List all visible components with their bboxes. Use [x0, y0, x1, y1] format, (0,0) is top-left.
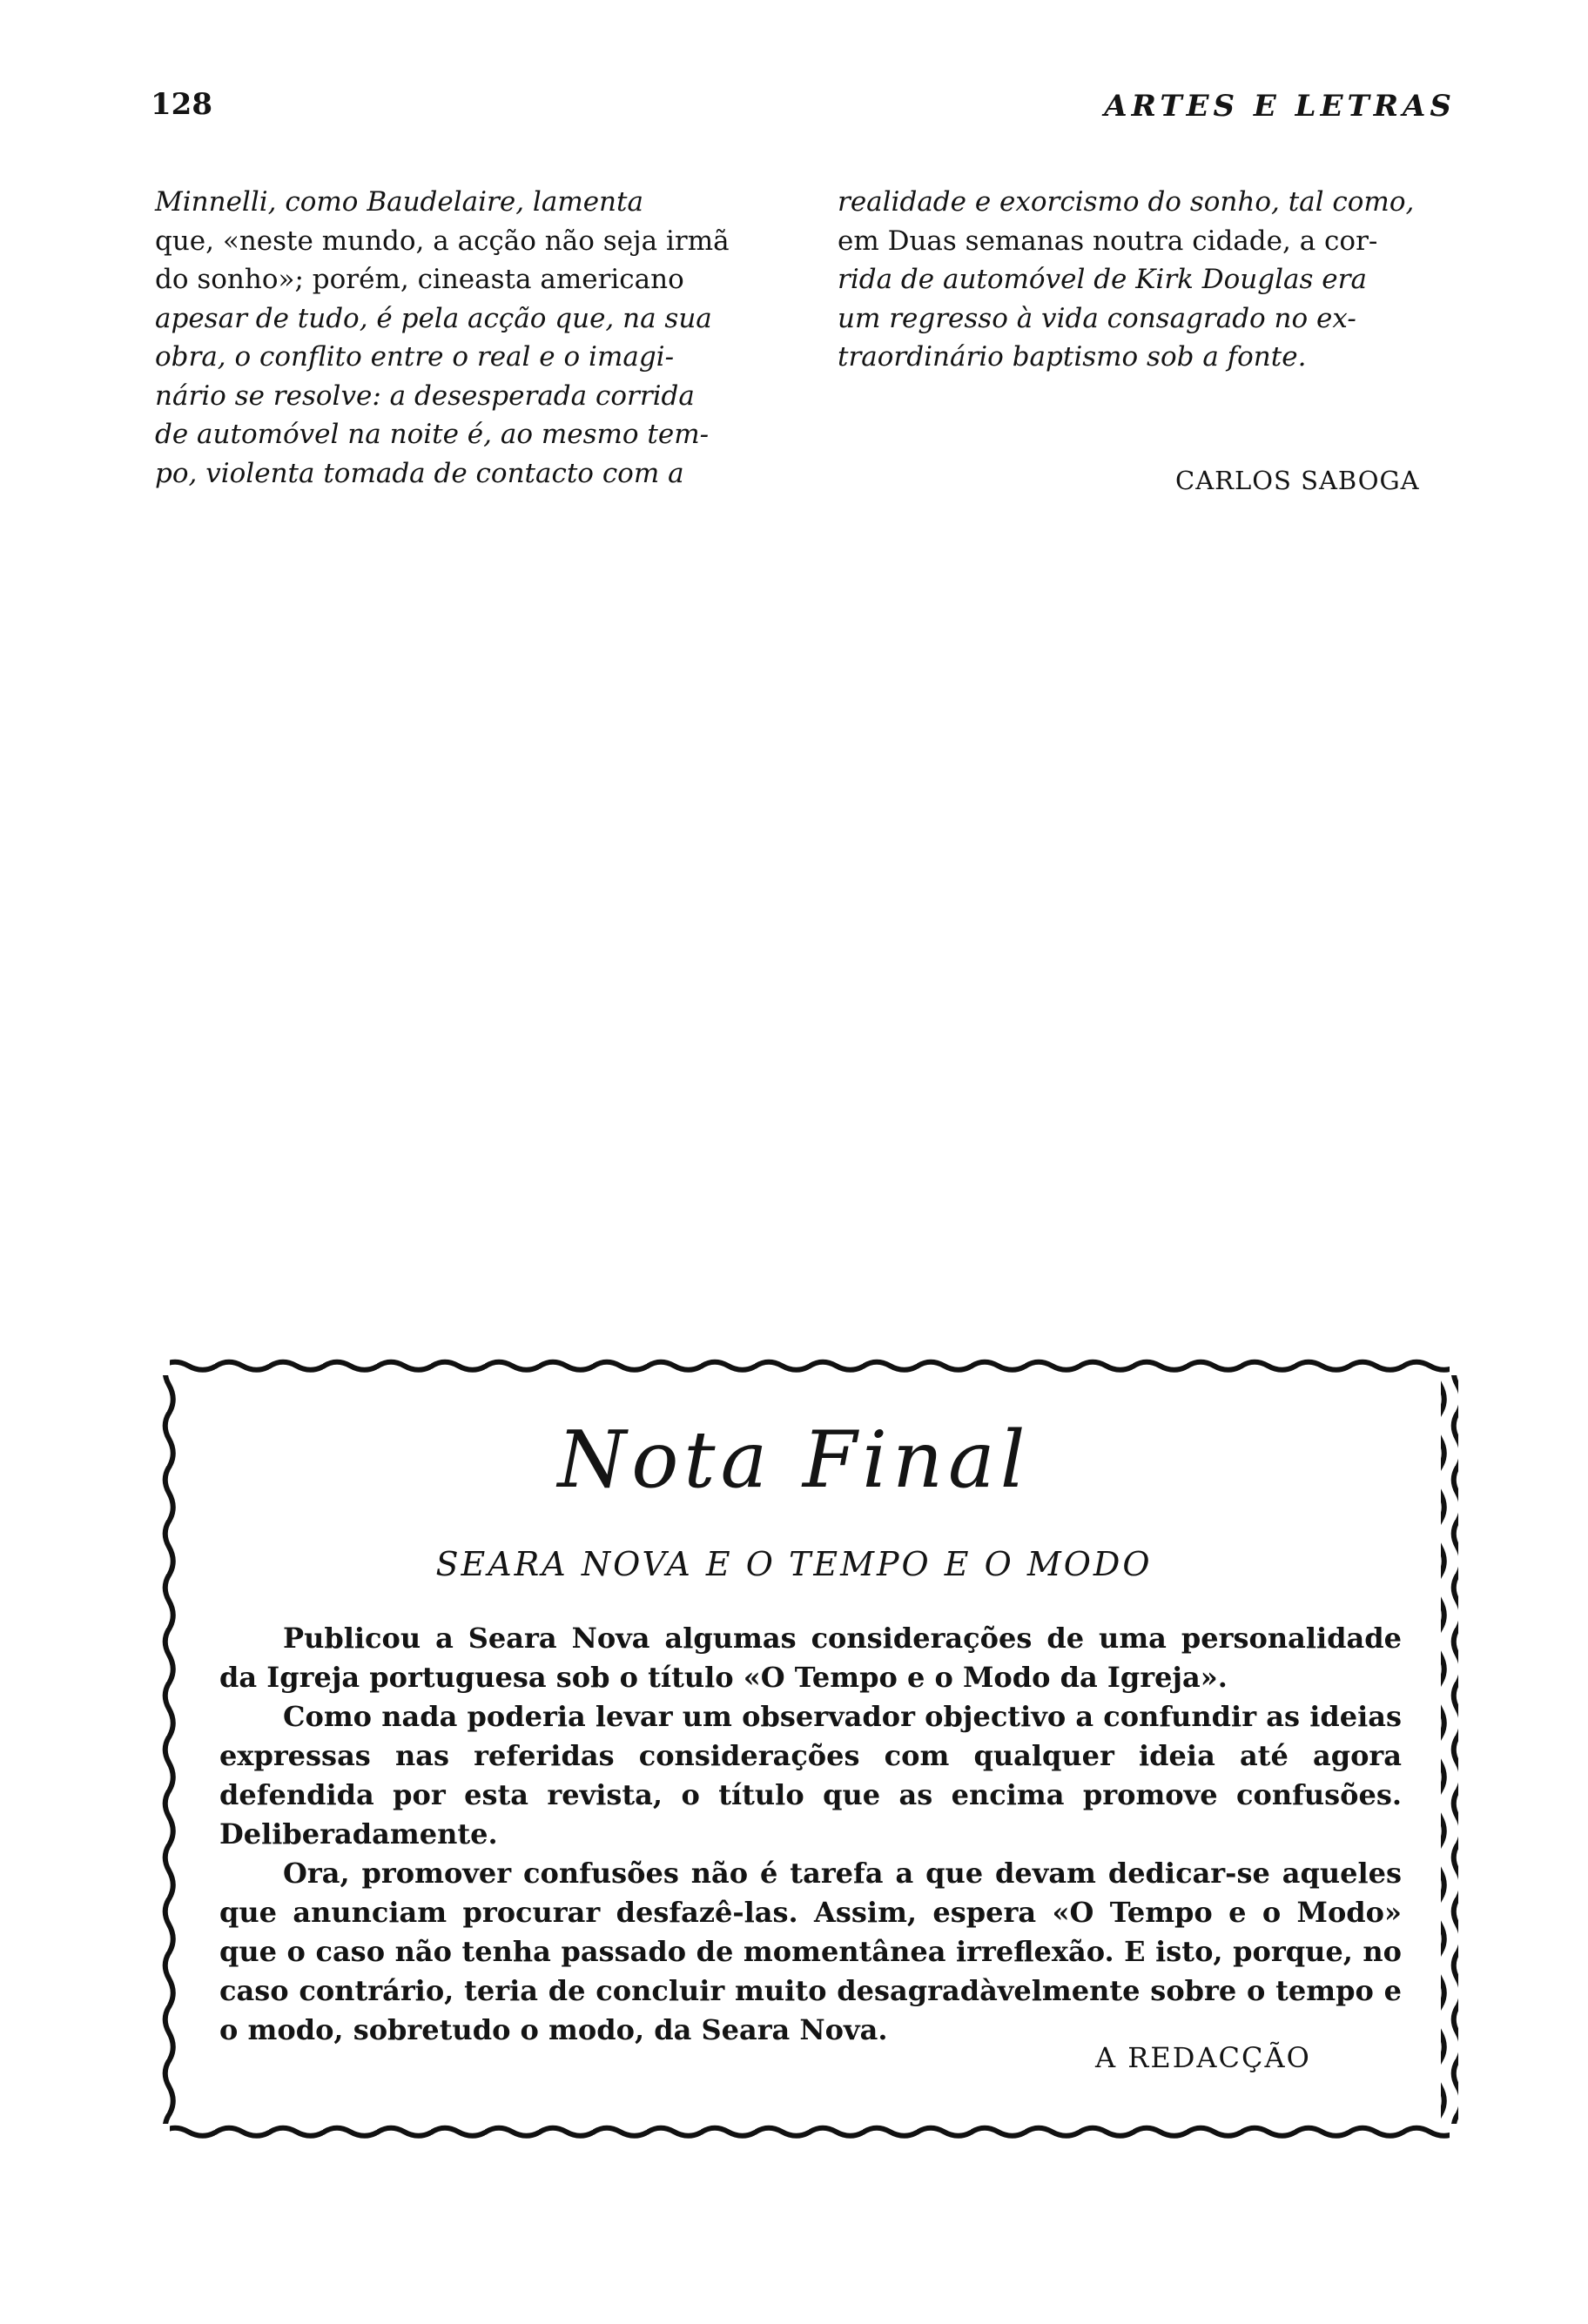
border-bottom — [170, 2124, 1450, 2141]
border-top — [170, 1358, 1450, 1375]
article-line: um regresso à vida consagrado no ex- — [838, 302, 1356, 334]
article-signature: CARLOS SABOGA — [1175, 466, 1420, 495]
nota-paragraph: Ora, promover confusões não é tarefa a que devam dedicar-se aqueles que anunciam procurar desfazê-las. Assim, espera «O Tempo e o Modo» que o caso não tenha passado de momentânea irreflexão. E isto, porque, no caso contrário, teria de concluir muito desagradàvelmente sobre o tempo e o modo, sobretudo o modo, da Seara Nova. — [219, 1857, 1402, 2046]
article-right-column — [838, 183, 1457, 377]
running-title: ARTES E LETRAS — [1104, 89, 1456, 124]
article-line: nário se resolve: a desesperada corrida — [155, 379, 695, 412]
article-line: que, «neste mundo, a acção não seja irmã — [155, 225, 730, 257]
article-line: rida de automóvel de Kirk Douglas era — [838, 264, 1367, 295]
nota-paragraph: Como nada poderia levar um observador objectivo a confundir as ideias expressas nas referidas considerações com qualquer ideia até agora defendida por esta revista, o título que as encima promove confusões. Deliberadamente. — [219, 1700, 1402, 1850]
article-left-column — [155, 183, 780, 493]
nota-paragraph: Publicou a Seara Nova algumas considerações de uma personalidade da Igreja portuguesa sob o título «O Tempo e o Modo da Igreja». — [219, 1622, 1402, 1694]
nota-final-subtitle: SEARA NOVA E O TEMPO E O MODO — [435, 1545, 1153, 1583]
article-line: po, violenta tomada de contacto com a — [155, 457, 684, 489]
article-line: traordinário baptismo sob a fonte. — [838, 341, 1307, 373]
nota-final-body — [219, 1619, 1402, 2050]
article-line: do sonho»; porém, cineasta americano — [155, 264, 684, 295]
nota-final-signature: A REDACÇÃO — [1095, 2041, 1311, 2074]
article-line: obra, o conflito entre o real e o imagi- — [155, 341, 675, 373]
article-line: de automóvel na noite é, ao mesmo tem- — [155, 419, 710, 450]
page-number: 128 — [151, 87, 212, 122]
article-line: apesar de tudo, é pela acção que, na sua — [155, 302, 712, 334]
article-line: Minnelli, como Baudelaire, lamenta — [155, 186, 643, 218]
nota-final-title: Nota Final — [557, 1414, 1031, 1506]
article-line: em Duas semanas noutra cidade, a cor- — [838, 225, 1378, 257]
article-line: realidade e exorcismo do sonho, tal como, — [838, 186, 1415, 218]
